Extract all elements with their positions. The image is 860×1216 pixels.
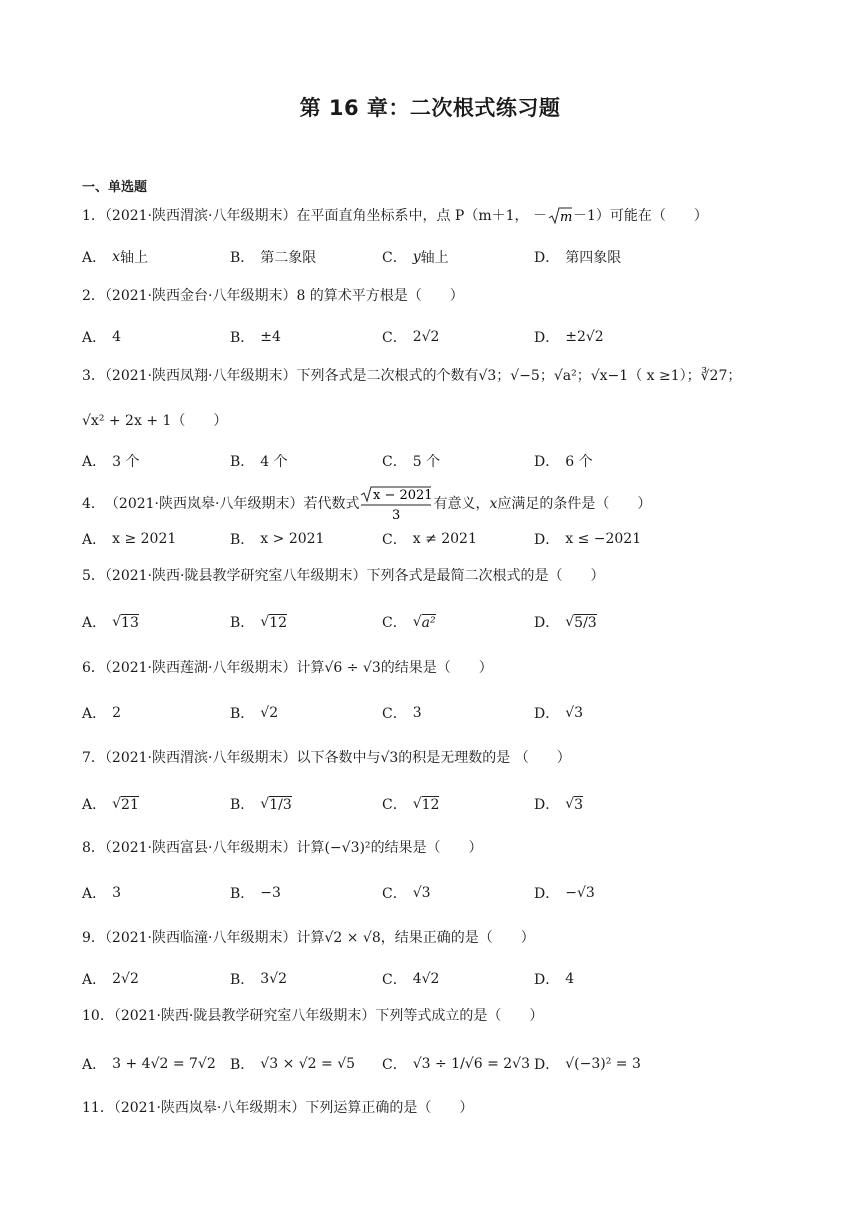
question-9: 9．（2021·陕西临潼·八年级期末）计算√2 × √8，结果正确的是（ ） xyxy=(82,930,535,946)
option-a[interactable]: A． 3 个 xyxy=(82,454,140,470)
option-c[interactable]: C． y 轴上 xyxy=(382,249,449,266)
option-b[interactable]: B． x > 2021 xyxy=(230,531,325,548)
question-7: 7．（2021·陕西渭滨·八年级期末）以下各数中与√3的积是无理数的是 （ ） xyxy=(82,750,571,766)
question-8: 8．（2021·陕西富县·八年级期末）计算(−√3)²的结果是（ ） xyxy=(82,840,483,856)
question-11: 11．（2021·陕西岚皋·八年级期末）下列运算正确的是（ ） xyxy=(82,1100,474,1116)
option-c[interactable]: C． √3 ÷ 1/√6 = 2√3 xyxy=(382,1056,530,1073)
options-5 xyxy=(82,604,782,640)
option-d[interactable]: D． 第四象限 xyxy=(534,250,622,266)
svg-text:3: 3 xyxy=(392,508,401,522)
options-1 xyxy=(82,242,782,272)
svg-text:m: m xyxy=(559,210,573,225)
option-a[interactable]: A． 3 xyxy=(82,885,122,902)
section-heading: 一、单选题 xyxy=(82,180,148,195)
option-c[interactable]: C． 3 xyxy=(382,705,422,722)
options-2 xyxy=(82,322,782,352)
question-6: 6．（2021·陕西莲湖·八年级期末）计算√6 ÷ √3的结果是（ ） xyxy=(82,660,493,676)
option-c[interactable]: C． √ a² xyxy=(382,614,436,631)
option-d[interactable]: D． 6 个 xyxy=(534,454,593,470)
options-8 xyxy=(82,878,782,908)
option-d[interactable]: D． √3 xyxy=(534,705,584,722)
option-d[interactable]: D． √ 3 xyxy=(534,796,584,813)
options-10 xyxy=(82,1046,782,1082)
question-10: 10．（2021·陕西·陇县教学研究室八年级期末）下列等式成立的是（ ） xyxy=(82,1008,544,1024)
options-6 xyxy=(82,698,782,728)
options-4 xyxy=(82,524,782,554)
option-d[interactable]: D． x ≤ −2021 xyxy=(534,531,642,548)
options-9 xyxy=(82,964,782,994)
option-c[interactable]: C． √3 xyxy=(382,885,431,902)
option-d[interactable]: D． −√3 xyxy=(534,885,595,902)
svg-text:x − 2021: x − 2021 xyxy=(373,488,434,503)
option-a[interactable]: A． 2√2 xyxy=(82,971,139,988)
options-3 xyxy=(82,446,782,476)
option-d[interactable]: D． ±2√2 xyxy=(534,329,604,346)
question-3: 3．（2021·陕西凤翔·八年级期末）下列各式是二次根式的个数有√3；√−5；√a²；√x−1（ x ≥1）；∛27； xyxy=(82,368,742,384)
option-d[interactable]: D． 4 xyxy=(534,971,575,988)
page-title: 第 16 章：二次根式练习题 xyxy=(299,96,561,120)
option-a[interactable]: A． x 轴上 xyxy=(82,249,149,266)
option-d[interactable]: D． √ 5/3 xyxy=(534,614,597,631)
option-c[interactable]: C． √ 12 xyxy=(382,796,440,813)
option-c[interactable]: C． 4√2 xyxy=(382,971,440,988)
options-7 xyxy=(82,786,782,822)
option-d[interactable]: D． √(−3)² = 3 xyxy=(534,1056,641,1073)
option-a[interactable]: A． √ 21 xyxy=(82,796,139,813)
option-b[interactable]: B． ±4 xyxy=(230,329,281,346)
question-4: 4． （2021·陕西岚皋·八年级期末）若代数式 x − 2021 3 有意义， x 应满足的条件是（ ） xyxy=(82,488,652,522)
fraction-sqrt xyxy=(359,486,433,522)
option-a[interactable]: A． x ≥ 2021 xyxy=(82,531,177,548)
option-a[interactable]: A． 4 xyxy=(82,329,122,346)
question-3-line2: √x² + 2x + 1（ ） xyxy=(82,413,228,429)
question-5: 5．（2021·陕西·陇县教学研究室八年级期末）下列各式是最简二次根式的是（ ） xyxy=(82,568,605,584)
option-c[interactable]: C． 2√2 xyxy=(382,329,440,346)
question-2: 2．（2021·陕西金台·八年级期末）8 的算术平方根是（ ） xyxy=(82,288,464,304)
option-a[interactable]: A． 3 + 4√2 = 7√2 xyxy=(82,1056,216,1073)
option-b[interactable]: B． √2 xyxy=(230,705,279,722)
option-b[interactable]: B． 第二象限 xyxy=(230,250,317,266)
option-c[interactable]: C． 5 个 xyxy=(382,454,441,470)
option-a[interactable]: A． 2 xyxy=(82,705,122,722)
option-b[interactable]: B． √ 1/3 xyxy=(230,796,292,813)
option-a[interactable]: A． √ 13 xyxy=(82,614,139,631)
option-b[interactable]: B． −3 xyxy=(230,885,281,902)
option-b[interactable]: B． √ 12 xyxy=(230,614,288,631)
question-1: 1．（2021·陕西渭滨·八年级期末）在平面直角坐标系中，点 P（m＋1， － m －1）可能在（ ） xyxy=(82,208,708,225)
option-b[interactable]: B． 4 个 xyxy=(230,454,288,470)
sqrt-m xyxy=(547,206,573,226)
option-c[interactable]: C． x ≠ 2021 xyxy=(382,531,477,548)
option-b[interactable]: B． √3 × √2 = √5 xyxy=(230,1056,356,1073)
option-b[interactable]: B． 3√2 xyxy=(230,971,288,988)
